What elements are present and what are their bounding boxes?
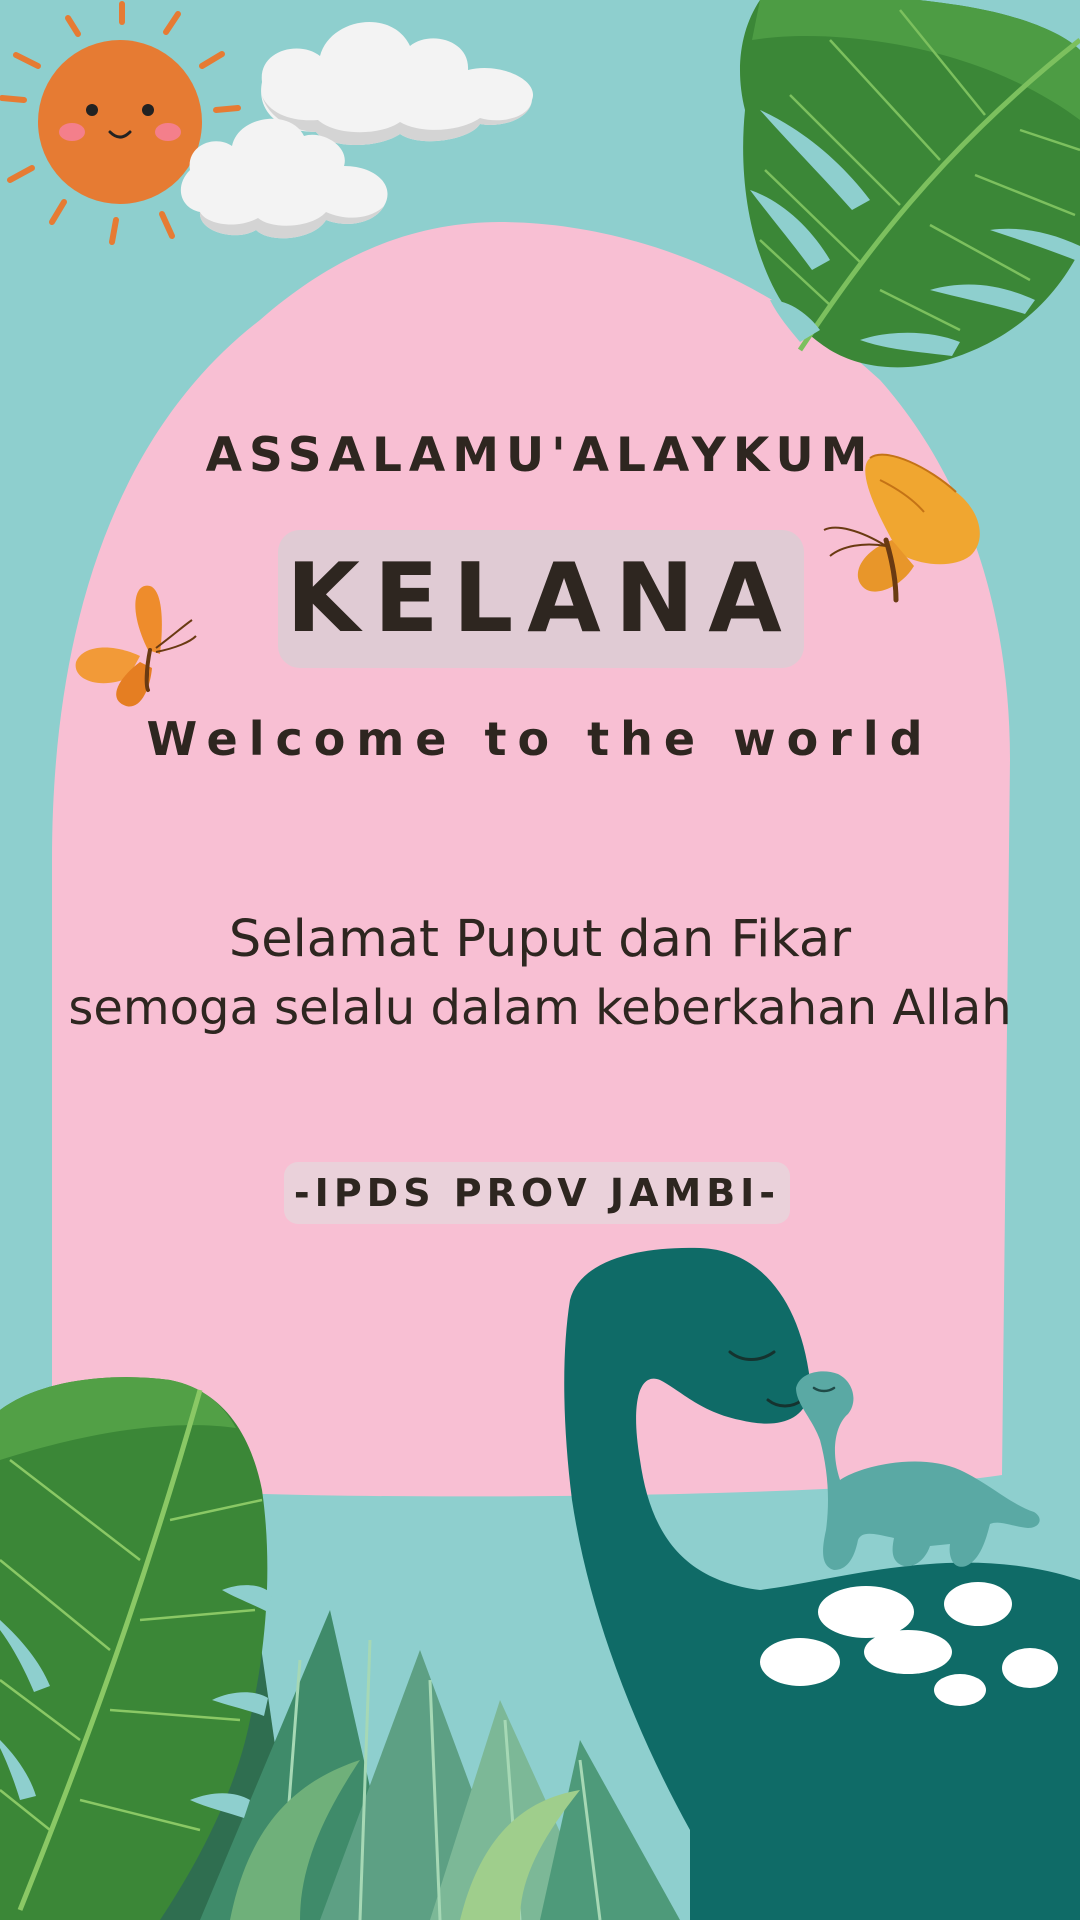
greeting-text: ASSALAMU'ALAYKUM bbox=[205, 428, 875, 483]
pink-arch bbox=[52, 222, 1010, 1496]
message-line-2: semoga selalu dalam keberkahan Allah bbox=[68, 980, 1012, 1036]
baby-name-title: KELANA bbox=[286, 544, 796, 654]
welcome-text: Welcome to the world bbox=[146, 712, 934, 766]
message-line-1: Selamat Puput dan Fikar bbox=[228, 910, 852, 969]
signature-text: -IPDS PROV JAMBI- bbox=[293, 1171, 781, 1215]
leaf-icon bbox=[740, 0, 1080, 367]
